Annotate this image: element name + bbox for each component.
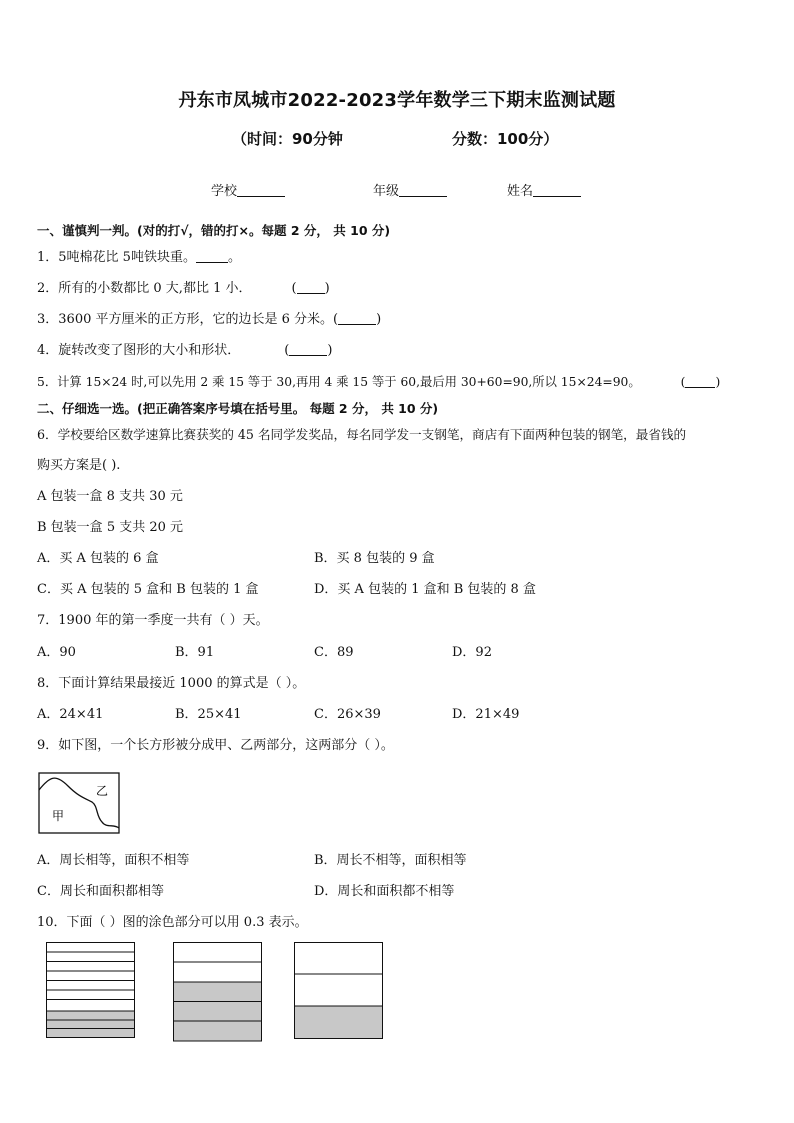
q6-option-c[interactable]: C．买 A 包装的 5 盒和 B 包装的 1 盒 [37,582,259,597]
q4-answer-blank[interactable] [289,343,327,356]
question-10: 10．下面（ ）图的涂色部分可以用 0.3 表示。 [37,915,308,930]
grade-label: 年级 [373,184,400,199]
q9-label-jia: 甲 [52,809,65,823]
grade-field[interactable] [373,180,447,199]
q9-label-yi: 乙 [96,784,109,798]
q9-rectangle-outline [39,773,119,833]
exam-score: 分数：100分） [452,130,559,148]
school-field[interactable] [211,180,285,199]
q4-text: 4．旋转改变了图形的大小和形状． [37,343,241,358]
q10-fig2-shaded-part [174,982,262,1041]
q5-text: 5．计算 15×24 时,可以先用 2 乘 15 等于 30,再用 4 乘 15 等于 60,最后用 30+60=90,所以 15×24=90。 [37,375,641,389]
q6-a-package: A 包装一盒 8 支共 30 元 [37,489,183,504]
question-4: 4．旋转改变了图形的大小和形状． ( ) [37,343,333,358]
name-label: 姓名 [507,184,534,199]
q1-text: 1．5吨棉花比 5吨铁块重。 [37,250,196,265]
question-7: 7．1900 年的第一季度一共有（ ）天。 [37,613,269,628]
question-9: 9．如下图，一个长方形被分成甲、乙两部分，这两部分（ ）。 [37,738,394,753]
page-title: 丹东市凤城市2022-2023学年数学三下期末监测试题 [178,90,616,111]
q6-option-d[interactable]: D．买 A 包装的 1 盒和 B 包装的 8 盒 [314,582,536,597]
school-label: 学校 [211,184,238,199]
q2-text: 2．所有的小数都比 0 大,都比 1 小． [37,281,252,296]
q9-option-c[interactable]: C．周长和面积都相等 [37,884,164,899]
q6-line1: 6．学校要给区数学速算比赛获奖的 45 名同学发奖品，每名同学发一支钢笔，商店有下面两种包装的钢笔，最省钱的 [37,427,687,442]
name-blank[interactable] [533,184,581,197]
q3-answer-blank[interactable] [338,312,376,325]
name-field[interactable] [507,180,581,199]
grade-blank[interactable] [399,184,447,197]
q10-fig3-shaded-part [295,1006,383,1039]
q10-fig1-shaded-part [47,1011,135,1037]
section2-heading: 二、仔细选一选。(把正确答案序号填在括号里。 每题 2 分， 共 10 分) [37,401,439,416]
q9-rectangle-figure [38,772,120,834]
q9-option-b[interactable]: B．周长不相等，面积相等 [314,853,467,868]
q1-answer-blank[interactable] [196,250,228,263]
question-5: 5．计算 15×24 时,可以先用 2 乘 15 等于 30,再用 4 乘 15 等于 60,最后用 30+60=90,所以 15×24=90。 ( ) [37,375,721,389]
q9-option-a[interactable]: A．周长相等，面积不相等 [37,853,190,868]
q8-option-c[interactable]: C．26×39 [314,707,381,722]
q8-option-d[interactable]: D．21×49 [452,707,520,722]
q10-figure-2[interactable] [173,942,263,1042]
school-blank[interactable] [237,184,285,197]
q5-answer-blank[interactable] [685,375,715,388]
q6-b-package: B 包装一盒 5 支共 20 元 [37,520,184,535]
q9-option-d[interactable]: D．周长和面积都不相等 [314,884,455,899]
q10-fig3-dividers [295,974,383,1006]
q8-option-b[interactable]: B．25×41 [175,707,242,722]
question-8: 8．下面计算结果最接近 1000 的算式是（ ）。 [37,676,306,691]
q10-figure-3[interactable] [294,942,386,1040]
exam-time: （时间：90分钟 [232,130,343,148]
q3-text: 3．3600 平方厘米的正方形，它的边长是 6 分米。( [37,312,339,327]
q10-figure-1[interactable] [46,942,136,1038]
q6-option-b[interactable]: B．买 8 包装的 9 盒 [314,551,435,566]
q8-option-a[interactable]: A．24×41 [37,707,104,722]
q7-option-a[interactable]: A．90 [37,645,76,660]
question-2: 2．所有的小数都比 0 大,都比 1 小． ( ) [37,281,330,296]
q6-option-a[interactable]: A．买 A 包装的 6 盒 [37,551,159,566]
q2-answer-blank[interactable] [297,281,325,294]
question-3: 3．3600 平方厘米的正方形，它的边长是 6 分米。( ) [37,312,382,327]
q6-line2: 购买方案是( ). [37,458,121,473]
q7-option-b[interactable]: B．91 [175,645,215,660]
q7-option-c[interactable]: C．89 [314,645,354,660]
section1-heading: 一、谨慎判一判。(对的打√，错的打×。每题 2 分， 共 10 分) [37,223,391,238]
q1-end: 。 [227,250,241,265]
q7-option-d[interactable]: D．92 [452,645,492,660]
question-1 [37,249,241,267]
